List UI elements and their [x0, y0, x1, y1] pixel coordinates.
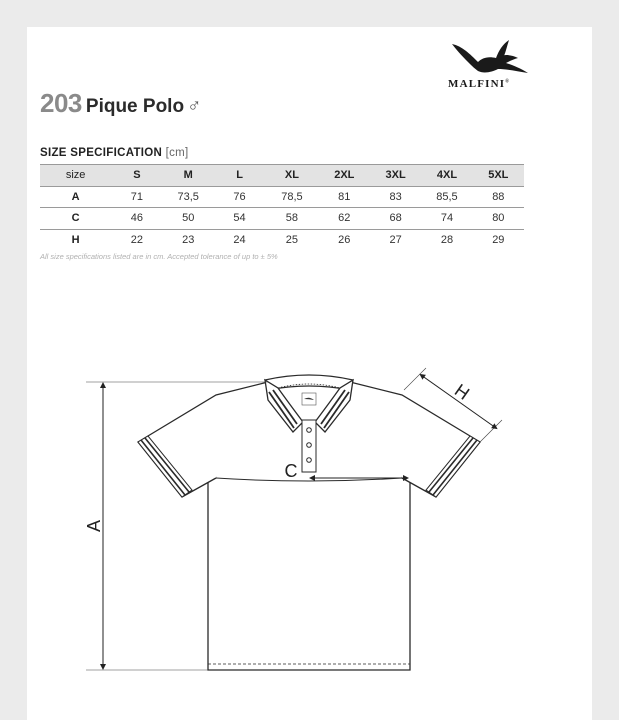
product-number: 203	[40, 88, 82, 118]
size-header: 2XL	[334, 169, 355, 182]
table-cell: 25	[285, 234, 299, 246]
gender-icon: ♂	[187, 96, 202, 117]
label-h: H	[450, 380, 474, 404]
table-cell: 78,5	[281, 190, 303, 203]
table-cell: 68	[389, 212, 402, 225]
row-label: C	[71, 212, 80, 225]
tolerance-note: All size specifications listed are in cm. Accepted tolerance of up to ± 5%	[40, 252, 278, 261]
size-header: S	[133, 169, 141, 182]
table-cell: 54	[233, 212, 246, 225]
table-cell: 58	[285, 212, 299, 225]
size-header: XL	[284, 169, 299, 182]
size-header: L	[236, 169, 243, 182]
product-name: Pique Polo	[85, 96, 185, 117]
table-cell: 26	[338, 234, 351, 246]
table-cell: 73,5	[177, 190, 199, 203]
placket	[302, 420, 316, 472]
table-cell: 76	[233, 190, 246, 203]
table-cell: 29	[492, 234, 505, 246]
table-cell: 88	[492, 190, 505, 203]
table-cell: 80	[492, 212, 505, 225]
table-cell: 50	[182, 212, 195, 225]
label-c: C	[284, 461, 298, 481]
table-cell: 81	[338, 190, 351, 203]
size-header: 3XL	[385, 169, 406, 182]
brand-name: MALFINI®	[448, 78, 511, 90]
table-cell: 74	[440, 212, 454, 225]
table-cell: 85,5	[436, 190, 458, 203]
spec-heading: SIZE SPECIFICATION [cm]	[40, 147, 189, 159]
table-cell: 46	[130, 212, 144, 225]
row-label: A	[71, 190, 80, 203]
size-col-label: size	[65, 169, 86, 182]
table-cell: 62	[338, 212, 351, 225]
size-header: 4XL	[436, 169, 458, 182]
table-cell: 28	[440, 234, 454, 246]
table-cell: 22	[130, 234, 144, 246]
table-cell: 83	[389, 190, 402, 203]
size-header: 5XL	[488, 169, 509, 182]
label-a: A	[84, 519, 104, 533]
table-cell: 23	[182, 234, 195, 246]
size-header: M	[183, 169, 193, 182]
table-cell: 24	[233, 234, 246, 246]
table-cell: 27	[389, 234, 402, 246]
row-label: H	[71, 234, 80, 246]
table-cell: 71	[130, 190, 144, 203]
